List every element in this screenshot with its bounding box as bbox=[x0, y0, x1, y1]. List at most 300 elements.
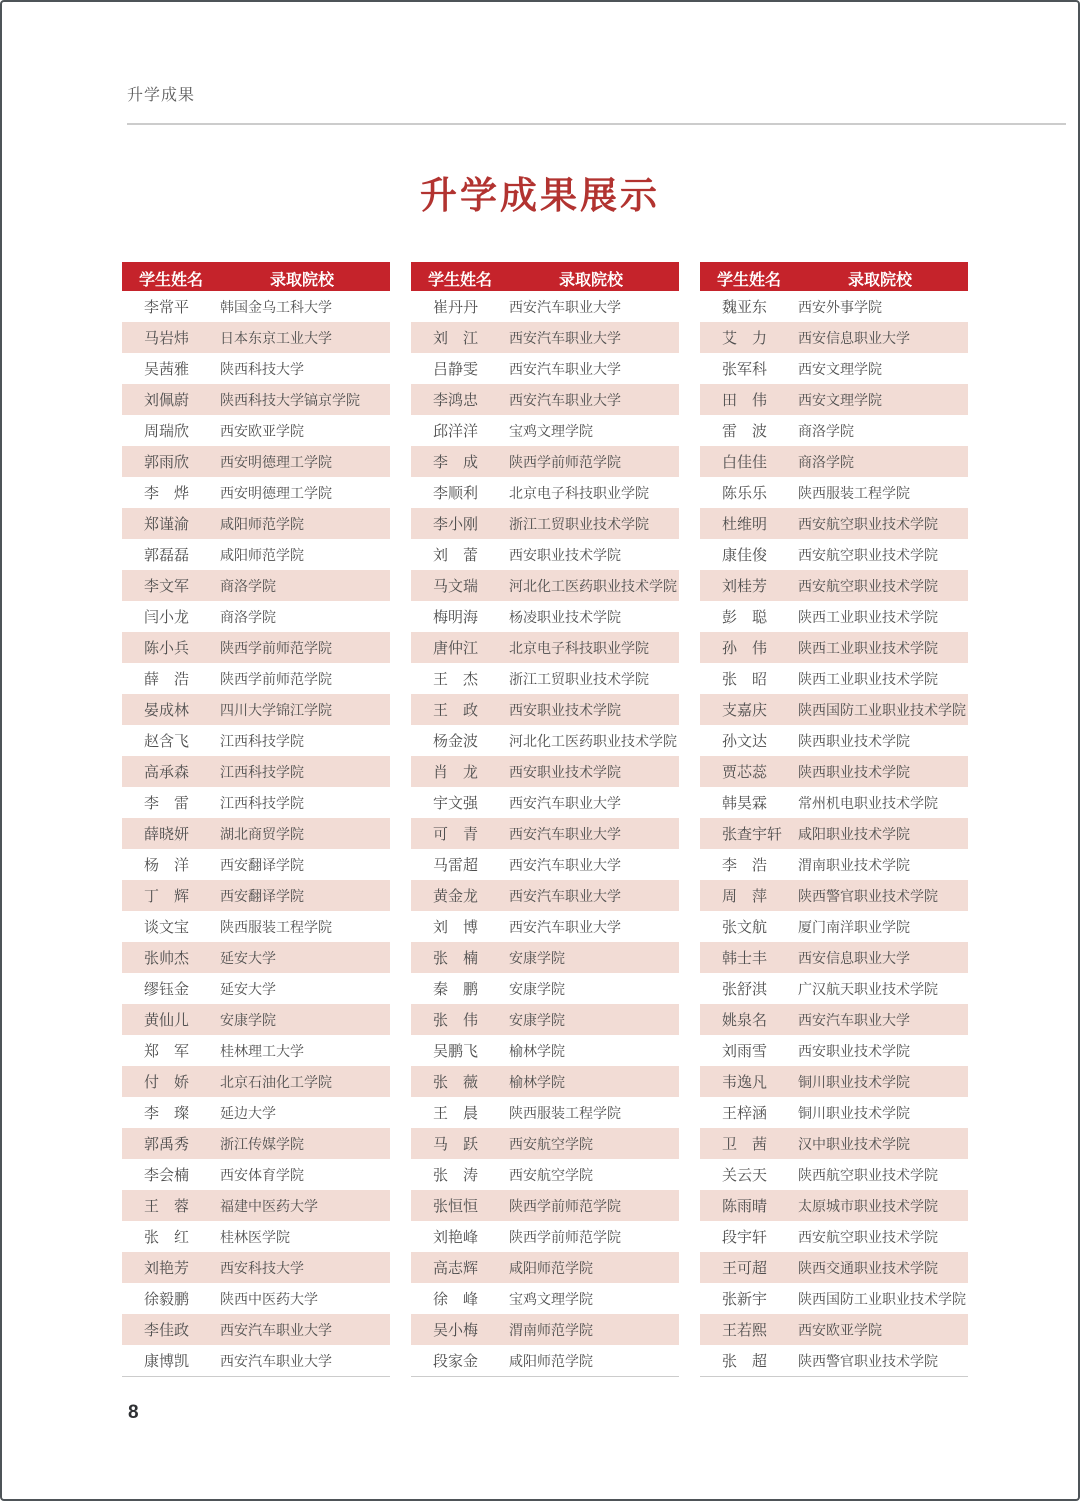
table-row bbox=[122, 322, 390, 353]
admitted-school: 湖北商贸学院 bbox=[220, 825, 304, 842]
table-row bbox=[700, 508, 968, 539]
table-row bbox=[122, 1128, 390, 1159]
admitted-school: 陕西职业技术学院 bbox=[798, 732, 910, 749]
table-row bbox=[411, 1252, 679, 1283]
student-name: 张帅杰 bbox=[144, 950, 190, 967]
admitted-school: 江西科技学院 bbox=[220, 732, 304, 749]
table-row bbox=[122, 1190, 390, 1221]
student-name: 刘佩蔚 bbox=[144, 392, 190, 409]
student-name: 徐毅鹏 bbox=[144, 1291, 190, 1308]
table-row bbox=[122, 1159, 390, 1190]
table-row bbox=[700, 322, 968, 353]
student-name: 王 蓉 bbox=[144, 1198, 190, 1215]
admitted-school: 咸阳师范学院 bbox=[509, 1259, 593, 1276]
admitted-school: 陕西服装工程学院 bbox=[220, 918, 332, 935]
admitted-school: 江西科技学院 bbox=[220, 794, 304, 811]
table-row bbox=[411, 508, 679, 539]
admitted-school: 日本东京工业大学 bbox=[220, 329, 332, 346]
student-name: 白佳佳 bbox=[722, 454, 768, 471]
admitted-school: 西安信息职业大学 bbox=[798, 949, 910, 966]
admitted-school: 西安汽车职业大学 bbox=[509, 918, 621, 935]
table-row bbox=[700, 1190, 968, 1221]
student-name: 吕静雯 bbox=[433, 361, 479, 378]
table-row bbox=[411, 539, 679, 570]
admitted-school: 江西科技学院 bbox=[220, 763, 304, 780]
admitted-school: 延安大学 bbox=[220, 949, 276, 966]
admitted-school: 陕西服装工程学院 bbox=[798, 484, 910, 501]
student-name: 张 伟 bbox=[433, 1012, 479, 1029]
admitted-school: 西安科技大学 bbox=[220, 1259, 304, 1276]
admitted-school: 西安汽车职业大学 bbox=[509, 360, 621, 377]
table-row bbox=[700, 415, 968, 446]
student-name: 张 昭 bbox=[722, 671, 768, 688]
student-name: 李佳政 bbox=[144, 1322, 190, 1339]
student-name: 王若熙 bbox=[722, 1322, 768, 1339]
table-row bbox=[411, 1283, 679, 1314]
admitted-school: 宝鸡文理学院 bbox=[509, 1290, 593, 1307]
student-name: 闫小龙 bbox=[144, 609, 190, 626]
student-name: 秦 鹏 bbox=[433, 981, 479, 998]
table-row bbox=[122, 291, 390, 322]
student-name: 王可超 bbox=[722, 1260, 768, 1277]
table-header bbox=[122, 262, 390, 291]
student-name: 可 青 bbox=[433, 826, 479, 843]
table-row bbox=[122, 601, 390, 632]
admitted-school: 延安大学 bbox=[220, 980, 276, 997]
admitted-school: 河北化工医药职业技术学院 bbox=[509, 577, 677, 594]
student-name: 马岩炜 bbox=[144, 330, 190, 347]
table-row bbox=[411, 911, 679, 942]
table-row bbox=[700, 1004, 968, 1035]
table-row bbox=[122, 1066, 390, 1097]
table-row bbox=[122, 756, 390, 787]
table-row bbox=[122, 477, 390, 508]
admitted-school: 陕西交通职业技术学院 bbox=[798, 1259, 938, 1276]
table-row bbox=[700, 973, 968, 1004]
admitted-school: 陕西职业技术学院 bbox=[798, 763, 910, 780]
student-name: 姚泉名 bbox=[722, 1012, 768, 1029]
table-row bbox=[700, 880, 968, 911]
table-row bbox=[700, 1066, 968, 1097]
student-name: 梅明海 bbox=[433, 609, 479, 626]
table-row bbox=[411, 1035, 679, 1066]
table-row bbox=[700, 1035, 968, 1066]
admitted-school: 商洛学院 bbox=[220, 608, 276, 625]
student-name: 韦逸凡 bbox=[722, 1074, 768, 1091]
admitted-school: 西安职业技术学院 bbox=[509, 546, 621, 563]
student-name: 邱洋洋 bbox=[433, 423, 479, 440]
student-name: 刘艳峰 bbox=[433, 1229, 479, 1246]
column-header-student-name: 学生姓名 bbox=[139, 272, 204, 289]
admitted-school: 陕西服装工程学院 bbox=[509, 1104, 621, 1121]
table-row bbox=[700, 601, 968, 632]
table-row bbox=[122, 1035, 390, 1066]
student-name: 王梓涵 bbox=[722, 1105, 768, 1122]
student-name: 杨金波 bbox=[433, 733, 479, 750]
student-name: 李常平 bbox=[144, 299, 190, 316]
admitted-school: 西安汽车职业大学 bbox=[509, 887, 621, 904]
table-row bbox=[411, 694, 679, 725]
table-row bbox=[411, 880, 679, 911]
table-row bbox=[700, 353, 968, 384]
student-name: 唐仲江 bbox=[433, 640, 479, 657]
admitted-school: 铜川职业技术学院 bbox=[798, 1104, 910, 1121]
admitted-school: 渭南师范学院 bbox=[509, 1321, 593, 1338]
student-name: 吴鹏飞 bbox=[433, 1043, 479, 1060]
student-name: 卫 茜 bbox=[722, 1136, 768, 1153]
table-header bbox=[411, 262, 679, 291]
table-row bbox=[700, 291, 968, 322]
student-name: 张 涛 bbox=[433, 1167, 479, 1184]
table-row bbox=[411, 663, 679, 694]
student-name: 段家金 bbox=[433, 1353, 479, 1370]
column-header-admitted-school: 录取院校 bbox=[270, 272, 335, 289]
student-name: 孙文达 bbox=[722, 733, 768, 750]
student-name: 魏亚东 bbox=[722, 299, 768, 316]
admitted-school: 西安汽车职业大学 bbox=[509, 329, 621, 346]
student-name: 雷 波 bbox=[722, 423, 768, 440]
student-name: 贾芯蕊 bbox=[722, 764, 768, 781]
admitted-school: 广汉航天职业技术学院 bbox=[798, 980, 938, 997]
table-row bbox=[700, 477, 968, 508]
table-row bbox=[700, 1345, 968, 1376]
admitted-school: 西安欧亚学院 bbox=[798, 1321, 882, 1338]
table-row bbox=[700, 725, 968, 756]
student-name: 李文军 bbox=[144, 578, 190, 595]
table-row bbox=[700, 1221, 968, 1252]
admitted-school: 四川大学锦江学院 bbox=[220, 701, 332, 718]
table-row bbox=[700, 1159, 968, 1190]
table-row bbox=[122, 880, 390, 911]
table-row bbox=[700, 1128, 968, 1159]
student-name: 张新宇 bbox=[722, 1291, 768, 1308]
table-rows bbox=[700, 291, 968, 1377]
table-row bbox=[122, 1221, 390, 1252]
student-name: 吴小梅 bbox=[433, 1322, 479, 1339]
table-row bbox=[122, 849, 390, 880]
admitted-school: 安康学院 bbox=[509, 1011, 565, 1028]
student-name: 王 杰 bbox=[433, 671, 479, 688]
student-name: 张军科 bbox=[722, 361, 768, 378]
student-name: 马 跃 bbox=[433, 1136, 479, 1153]
table-header bbox=[700, 262, 968, 291]
admitted-school: 渭南职业技术学院 bbox=[798, 856, 910, 873]
student-name: 刘 江 bbox=[433, 330, 479, 347]
admitted-school: 汉中职业技术学院 bbox=[798, 1135, 910, 1152]
admitted-school: 咸阳师范学院 bbox=[509, 1352, 593, 1369]
table-row bbox=[122, 539, 390, 570]
student-name: 韩士丰 bbox=[722, 950, 768, 967]
admitted-school: 西安体育学院 bbox=[220, 1166, 304, 1183]
column-header-student-name: 学生姓名 bbox=[428, 272, 493, 289]
table-row bbox=[122, 694, 390, 725]
table-row bbox=[411, 1221, 679, 1252]
admitted-school: 西安汽车职业大学 bbox=[220, 1352, 332, 1369]
admitted-school: 太原城市职业技术学院 bbox=[798, 1197, 938, 1214]
admitted-school: 北京电子科技职业学院 bbox=[509, 639, 649, 656]
student-name: 王 政 bbox=[433, 702, 479, 719]
table-row bbox=[700, 756, 968, 787]
running-header-label: 升学成果 bbox=[127, 87, 196, 104]
admitted-school: 河北化工医药职业技术学院 bbox=[509, 732, 677, 749]
admitted-school: 厦门南洋职业学院 bbox=[798, 918, 910, 935]
page-title: 升学成果展示 bbox=[420, 176, 660, 217]
table-rows bbox=[122, 291, 390, 1377]
table-row bbox=[411, 1097, 679, 1128]
table-row bbox=[411, 849, 679, 880]
table-row bbox=[411, 1190, 679, 1221]
student-name: 缪钰金 bbox=[144, 981, 190, 998]
admitted-school: 陕西警官职业技术学院 bbox=[798, 1352, 938, 1369]
table-row bbox=[700, 787, 968, 818]
table-row bbox=[122, 1283, 390, 1314]
student-name: 关云天 bbox=[722, 1167, 768, 1184]
student-name: 彭 聪 bbox=[722, 609, 768, 626]
table-row bbox=[700, 570, 968, 601]
table-row bbox=[700, 911, 968, 942]
admitted-school: 陕西中医药大学 bbox=[220, 1290, 318, 1307]
admitted-school: 西安翻译学院 bbox=[220, 887, 304, 904]
student-name: 马雷超 bbox=[433, 857, 479, 874]
student-name: 高承森 bbox=[144, 764, 190, 781]
admitted-school: 西安文理学院 bbox=[798, 360, 882, 377]
student-name: 郭禹秀 bbox=[144, 1136, 190, 1153]
table-row bbox=[122, 663, 390, 694]
table-rows bbox=[411, 291, 679, 1377]
results-tables bbox=[122, 262, 968, 1377]
student-name: 陈雨晴 bbox=[722, 1198, 768, 1215]
table-row bbox=[700, 1097, 968, 1128]
student-name: 薛晓妍 bbox=[144, 826, 190, 843]
student-name: 艾 力 bbox=[722, 330, 768, 347]
student-name: 崔丹丹 bbox=[433, 299, 479, 316]
table-row bbox=[411, 1066, 679, 1097]
student-name: 郑谨渝 bbox=[144, 516, 190, 533]
admitted-school: 常州机电职业技术学院 bbox=[798, 794, 938, 811]
column-header-student-name: 学生姓名 bbox=[717, 272, 782, 289]
admitted-school: 陕西工业职业技术学院 bbox=[798, 608, 938, 625]
admitted-school: 陕西工业职业技术学院 bbox=[798, 670, 938, 687]
table-row bbox=[411, 756, 679, 787]
page-number: 8 bbox=[128, 1402, 139, 1423]
student-name: 李会楠 bbox=[144, 1167, 190, 1184]
student-name: 郭磊磊 bbox=[144, 547, 190, 564]
student-name: 张恒恒 bbox=[433, 1198, 479, 1215]
student-name: 李 成 bbox=[433, 454, 479, 471]
admitted-school: 陕西科技大学 bbox=[220, 360, 304, 377]
table-row bbox=[700, 818, 968, 849]
admitted-school: 桂林医学院 bbox=[220, 1228, 290, 1245]
table-row bbox=[411, 1314, 679, 1345]
table-row bbox=[700, 1314, 968, 1345]
table-row bbox=[122, 446, 390, 477]
student-name: 王 晨 bbox=[433, 1105, 479, 1122]
admitted-school: 陕西学前师范学院 bbox=[220, 670, 332, 687]
table-row bbox=[122, 353, 390, 384]
table-row bbox=[411, 818, 679, 849]
table-row bbox=[700, 663, 968, 694]
student-name: 康博凯 bbox=[144, 1353, 190, 1370]
admitted-school: 铜川职业技术学院 bbox=[798, 1073, 910, 1090]
table-row bbox=[411, 291, 679, 322]
student-name: 李鸿忠 bbox=[433, 392, 479, 409]
admitted-school: 西安汽车职业大学 bbox=[509, 391, 621, 408]
admitted-school: 浙江工贸职业技术学院 bbox=[509, 515, 649, 532]
admitted-school: 西安外事学院 bbox=[798, 298, 882, 315]
student-name: 段宇轩 bbox=[722, 1229, 768, 1246]
table-row bbox=[122, 508, 390, 539]
table-row bbox=[122, 1345, 390, 1376]
table-row bbox=[411, 384, 679, 415]
student-name: 黄金龙 bbox=[433, 888, 479, 905]
table-row bbox=[700, 446, 968, 477]
admitted-school: 延边大学 bbox=[220, 1104, 276, 1121]
table-row bbox=[122, 1252, 390, 1283]
student-name: 张 红 bbox=[144, 1229, 190, 1246]
table-row bbox=[122, 1097, 390, 1128]
student-name: 马文瑞 bbox=[433, 578, 479, 595]
table-row bbox=[122, 725, 390, 756]
table-row bbox=[700, 849, 968, 880]
admitted-school: 西安职业技术学院 bbox=[798, 1042, 910, 1059]
table-row bbox=[122, 632, 390, 663]
table-row bbox=[411, 787, 679, 818]
table-row bbox=[700, 539, 968, 570]
admitted-school: 西安航空职业技术学院 bbox=[798, 1228, 938, 1245]
admitted-school: 西安翻译学院 bbox=[220, 856, 304, 873]
admitted-school: 陕西航空职业技术学院 bbox=[798, 1166, 938, 1183]
admitted-school: 榆林学院 bbox=[509, 1042, 565, 1059]
admitted-school: 咸阳职业技术学院 bbox=[798, 825, 910, 842]
admitted-school: 西安职业技术学院 bbox=[509, 701, 621, 718]
admitted-school: 北京石油化工学院 bbox=[220, 1073, 332, 1090]
table-row bbox=[700, 1283, 968, 1314]
table-row bbox=[411, 477, 679, 508]
table-row bbox=[122, 942, 390, 973]
student-name: 张 薇 bbox=[433, 1074, 479, 1091]
student-name: 付 娇 bbox=[144, 1074, 190, 1091]
admitted-school: 陕西警官职业技术学院 bbox=[798, 887, 938, 904]
student-name: 李顺利 bbox=[433, 485, 479, 502]
admitted-school: 杨凌职业技术学院 bbox=[509, 608, 621, 625]
student-name: 吴茜雅 bbox=[144, 361, 190, 378]
table-row bbox=[122, 570, 390, 601]
student-name: 李小刚 bbox=[433, 516, 479, 533]
table-row bbox=[122, 1314, 390, 1345]
admitted-school: 西安航空职业技术学院 bbox=[798, 577, 938, 594]
student-name: 孙 伟 bbox=[722, 640, 768, 657]
admitted-school: 西安职业技术学院 bbox=[509, 763, 621, 780]
student-name: 刘桂芳 bbox=[722, 578, 768, 595]
student-name: 李 雷 bbox=[144, 795, 190, 812]
student-name: 李 烨 bbox=[144, 485, 190, 502]
table-row bbox=[122, 787, 390, 818]
student-name: 李 璨 bbox=[144, 1105, 190, 1122]
column-header-admitted-school: 录取院校 bbox=[848, 272, 913, 289]
table-row bbox=[700, 632, 968, 663]
table-row bbox=[411, 632, 679, 663]
admitted-school: 福建中医药大学 bbox=[220, 1197, 318, 1214]
admitted-school: 咸阳师范学院 bbox=[220, 546, 304, 563]
student-name: 张文航 bbox=[722, 919, 768, 936]
student-name: 张舒淇 bbox=[722, 981, 768, 998]
student-name: 刘 蕾 bbox=[433, 547, 479, 564]
admitted-school: 韩国金乌工科大学 bbox=[220, 298, 332, 315]
admitted-school: 陕西国防工业职业技术学院 bbox=[798, 1290, 966, 1307]
admitted-school: 陕西工业职业技术学院 bbox=[798, 639, 938, 656]
admitted-school: 商洛学院 bbox=[798, 422, 854, 439]
results-table-left bbox=[122, 262, 390, 1377]
student-name: 杜维明 bbox=[722, 516, 768, 533]
admitted-school: 西安明德理工学院 bbox=[220, 484, 332, 501]
student-name: 刘 博 bbox=[433, 919, 479, 936]
results-table-right bbox=[700, 262, 968, 1377]
student-name: 韩昊霖 bbox=[722, 795, 768, 812]
admitted-school: 西安汽车职业大学 bbox=[509, 856, 621, 873]
student-name: 晏成林 bbox=[144, 702, 190, 719]
admitted-school: 商洛学院 bbox=[220, 577, 276, 594]
admitted-school: 西安汽车职业大学 bbox=[220, 1321, 332, 1338]
student-name: 周瑞欣 bbox=[144, 423, 190, 440]
admitted-school: 西安汽车职业大学 bbox=[509, 298, 621, 315]
admitted-school: 西安航空职业技术学院 bbox=[798, 546, 938, 563]
student-name: 张 楠 bbox=[433, 950, 479, 967]
table-row bbox=[411, 322, 679, 353]
student-name: 郭雨欣 bbox=[144, 454, 190, 471]
student-name: 陈乐乐 bbox=[722, 485, 768, 502]
student-name: 康佳俊 bbox=[722, 547, 768, 564]
admitted-school: 西安明德理工学院 bbox=[220, 453, 332, 470]
student-name: 李 浩 bbox=[722, 857, 768, 874]
student-name: 高志辉 bbox=[433, 1260, 479, 1277]
student-name: 张查宇轩 bbox=[722, 826, 783, 843]
table-row bbox=[122, 818, 390, 849]
student-name: 丁 辉 bbox=[144, 888, 190, 905]
admitted-school: 西安航空学院 bbox=[509, 1135, 593, 1152]
admitted-school: 西安航空学院 bbox=[509, 1166, 593, 1183]
admitted-school: 安康学院 bbox=[509, 949, 565, 966]
student-name: 刘雨雪 bbox=[722, 1043, 768, 1060]
admitted-school: 陕西学前师范学院 bbox=[509, 1228, 621, 1245]
student-name: 肖 龙 bbox=[433, 764, 479, 781]
table-row bbox=[411, 446, 679, 477]
admitted-school: 陕西学前师范学院 bbox=[220, 639, 332, 656]
admitted-school: 西安文理学院 bbox=[798, 391, 882, 408]
student-name: 赵含飞 bbox=[144, 733, 190, 750]
admitted-school: 商洛学院 bbox=[798, 453, 854, 470]
table-row bbox=[700, 1252, 968, 1283]
admitted-school: 陕西国防工业职业技术学院 bbox=[798, 701, 966, 718]
table-row bbox=[411, 725, 679, 756]
admitted-school: 陕西学前师范学院 bbox=[509, 453, 621, 470]
admitted-school: 浙江传媒学院 bbox=[220, 1135, 304, 1152]
admitted-school: 北京电子科技职业学院 bbox=[509, 484, 649, 501]
admitted-school: 陕西学前师范学院 bbox=[509, 1197, 621, 1214]
table-row bbox=[122, 384, 390, 415]
table-row bbox=[700, 694, 968, 725]
page-header bbox=[127, 82, 1066, 125]
column-header-admitted-school: 录取院校 bbox=[559, 272, 624, 289]
student-name: 支嘉庆 bbox=[722, 702, 768, 719]
table-row bbox=[411, 973, 679, 1004]
admitted-school: 浙江工贸职业技术学院 bbox=[509, 670, 649, 687]
admitted-school: 西安航空职业技术学院 bbox=[798, 515, 938, 532]
table-row bbox=[122, 911, 390, 942]
admitted-school: 安康学院 bbox=[220, 1011, 276, 1028]
admitted-school: 榆林学院 bbox=[509, 1073, 565, 1090]
results-table-middle bbox=[411, 262, 679, 1377]
admitted-school: 宝鸡文理学院 bbox=[509, 422, 593, 439]
